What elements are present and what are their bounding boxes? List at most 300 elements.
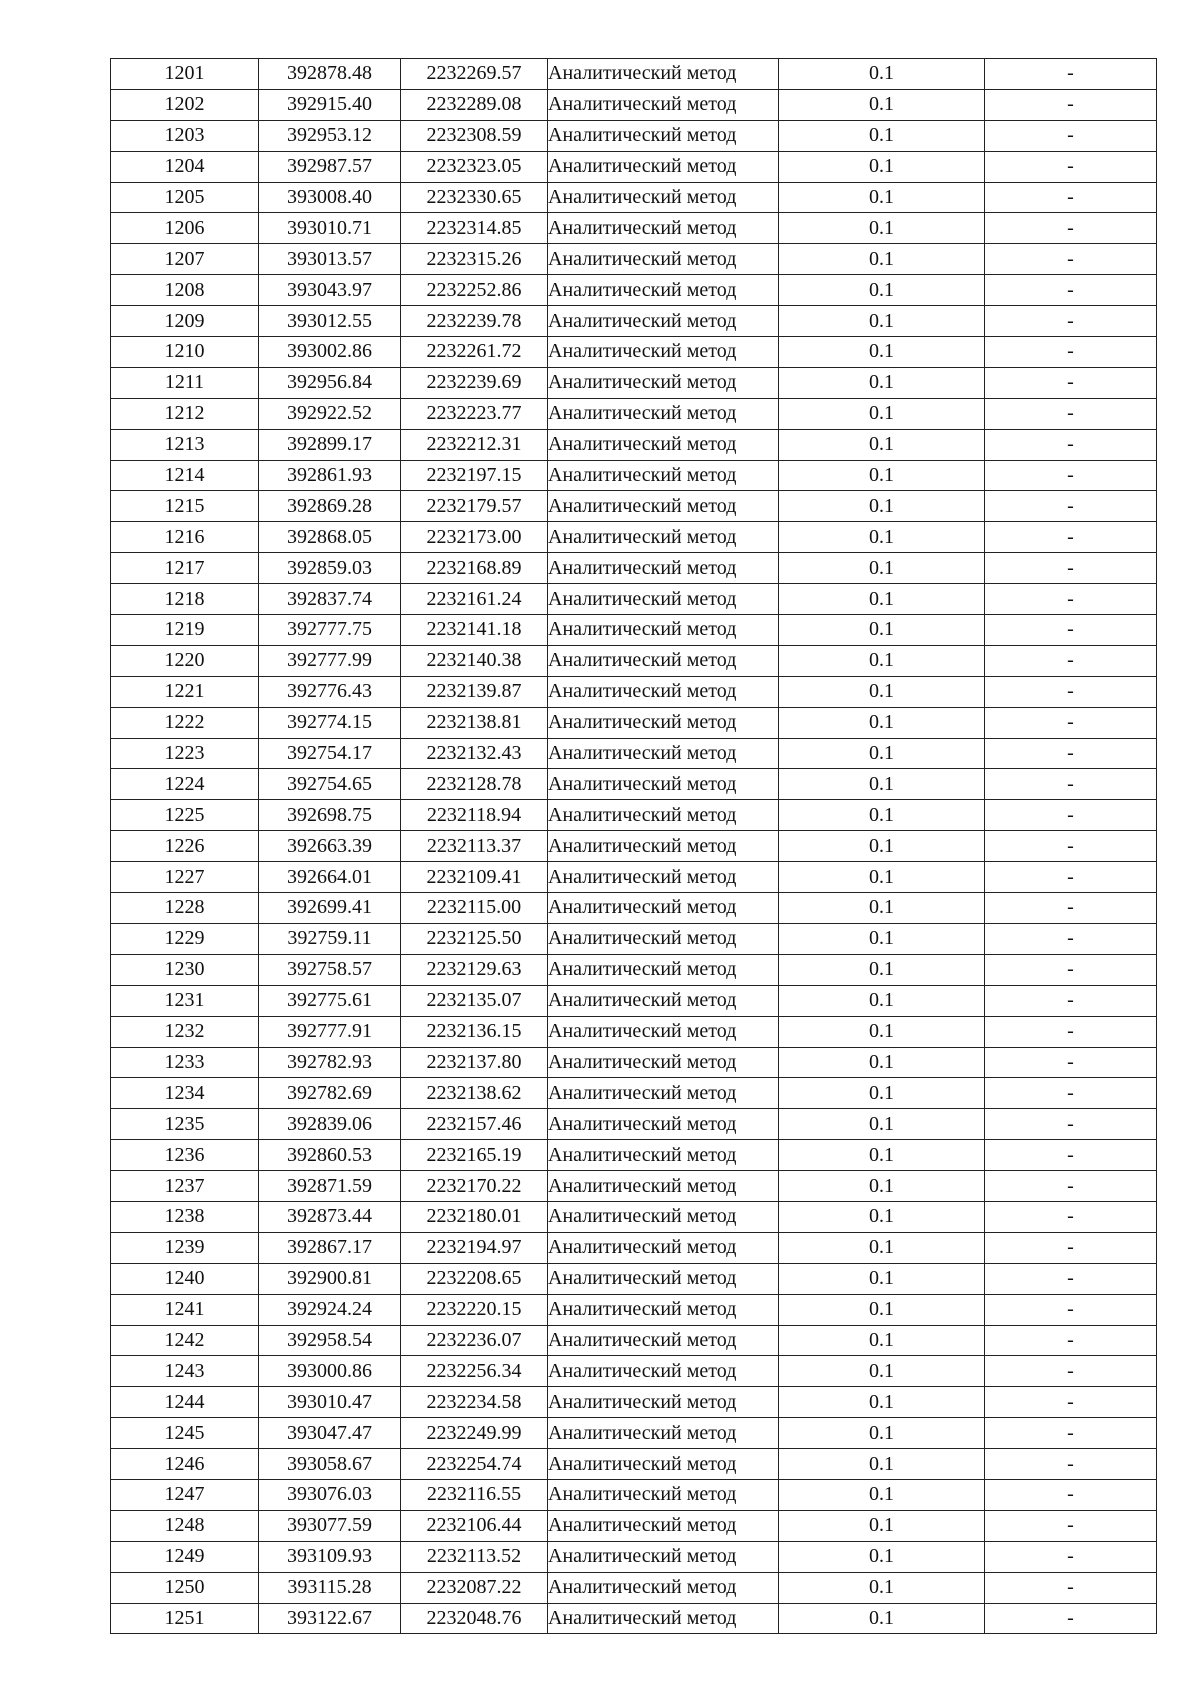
method-cell: Аналитический метод xyxy=(548,769,779,800)
y-coordinate-cell: 2232106.44 xyxy=(401,1510,548,1541)
precision-cell: 0.1 xyxy=(779,1140,985,1171)
precision-cell: 0.1 xyxy=(779,275,985,306)
x-coordinate-cell: 392837.74 xyxy=(259,584,401,615)
precision-cell: 0.1 xyxy=(779,800,985,831)
y-coordinate-cell: 2232194.97 xyxy=(401,1232,548,1263)
point-number-cell: 1242 xyxy=(111,1325,259,1356)
x-coordinate-cell: 393000.86 xyxy=(259,1356,401,1387)
precision-cell: 0.1 xyxy=(779,985,985,1016)
y-coordinate-cell: 2232315.26 xyxy=(401,244,548,275)
method-cell: Аналитический метод xyxy=(548,460,779,491)
table-row xyxy=(111,584,1157,615)
table-row xyxy=(111,738,1157,769)
point-number-cell: 1216 xyxy=(111,522,259,553)
precision-cell: 0.1 xyxy=(779,213,985,244)
x-coordinate-cell: 393076.03 xyxy=(259,1479,401,1510)
description-cell: - xyxy=(985,584,1157,615)
precision-cell: 0.1 xyxy=(779,120,985,151)
description-cell: - xyxy=(985,1140,1157,1171)
point-number-cell: 1247 xyxy=(111,1479,259,1510)
description-cell: - xyxy=(985,1449,1157,1480)
precision-cell: 0.1 xyxy=(779,1047,985,1078)
y-coordinate-cell: 2232116.55 xyxy=(401,1479,548,1510)
description-cell: - xyxy=(985,923,1157,954)
table-row xyxy=(111,800,1157,831)
x-coordinate-cell: 393077.59 xyxy=(259,1510,401,1541)
description-cell: - xyxy=(985,1171,1157,1202)
description-cell: - xyxy=(985,151,1157,182)
y-coordinate-cell: 2232165.19 xyxy=(401,1140,548,1171)
x-coordinate-cell: 392868.05 xyxy=(259,522,401,553)
x-coordinate-cell: 393043.97 xyxy=(259,275,401,306)
precision-cell: 0.1 xyxy=(779,182,985,213)
precision-cell: 0.1 xyxy=(779,1171,985,1202)
y-coordinate-cell: 2232170.22 xyxy=(401,1171,548,1202)
method-cell: Аналитический метод xyxy=(548,1510,779,1541)
description-cell: - xyxy=(985,1541,1157,1572)
description-cell: - xyxy=(985,645,1157,676)
method-cell: Аналитический метод xyxy=(548,645,779,676)
precision-cell: 0.1 xyxy=(779,89,985,120)
x-coordinate-cell: 393008.40 xyxy=(259,182,401,213)
x-coordinate-cell: 392915.40 xyxy=(259,89,401,120)
x-coordinate-cell: 392754.17 xyxy=(259,738,401,769)
precision-cell: 0.1 xyxy=(779,923,985,954)
point-number-cell: 1205 xyxy=(111,182,259,213)
precision-cell: 0.1 xyxy=(779,707,985,738)
y-coordinate-cell: 2232212.31 xyxy=(401,429,548,460)
table-row xyxy=(111,1232,1157,1263)
x-coordinate-cell: 392699.41 xyxy=(259,893,401,924)
table-row xyxy=(111,645,1157,676)
table-row xyxy=(111,1078,1157,1109)
method-cell: Аналитический метод xyxy=(548,522,779,553)
description-cell: - xyxy=(985,306,1157,337)
description-cell: - xyxy=(985,1109,1157,1140)
point-number-cell: 1207 xyxy=(111,244,259,275)
method-cell: Аналитический метод xyxy=(548,151,779,182)
point-number-cell: 1236 xyxy=(111,1140,259,1171)
table-row xyxy=(111,862,1157,893)
method-cell: Аналитический метод xyxy=(548,553,779,584)
x-coordinate-cell: 392953.12 xyxy=(259,120,401,151)
method-cell: Аналитический метод xyxy=(548,738,779,769)
description-cell: - xyxy=(985,244,1157,275)
precision-cell: 0.1 xyxy=(779,1387,985,1418)
description-cell: - xyxy=(985,120,1157,151)
method-cell: Аналитический метод xyxy=(548,275,779,306)
precision-cell: 0.1 xyxy=(779,1541,985,1572)
description-cell: - xyxy=(985,676,1157,707)
description-cell: - xyxy=(985,398,1157,429)
x-coordinate-cell: 392775.61 xyxy=(259,985,401,1016)
method-cell: Аналитический метод xyxy=(548,398,779,429)
precision-cell: 0.1 xyxy=(779,1263,985,1294)
y-coordinate-cell: 2232180.01 xyxy=(401,1201,548,1232)
precision-cell: 0.1 xyxy=(779,491,985,522)
y-coordinate-cell: 2232239.69 xyxy=(401,367,548,398)
precision-cell: 0.1 xyxy=(779,1572,985,1603)
description-cell: - xyxy=(985,553,1157,584)
precision-cell: 0.1 xyxy=(779,59,985,90)
method-cell: Аналитический метод xyxy=(548,1140,779,1171)
point-number-cell: 1250 xyxy=(111,1572,259,1603)
point-number-cell: 1245 xyxy=(111,1418,259,1449)
y-coordinate-cell: 2232138.62 xyxy=(401,1078,548,1109)
method-cell: Аналитический метод xyxy=(548,306,779,337)
point-number-cell: 1206 xyxy=(111,213,259,244)
description-cell: - xyxy=(985,707,1157,738)
method-cell: Аналитический метод xyxy=(548,1109,779,1140)
table-row xyxy=(111,1016,1157,1047)
y-coordinate-cell: 2232220.15 xyxy=(401,1294,548,1325)
point-number-cell: 1232 xyxy=(111,1016,259,1047)
point-number-cell: 1225 xyxy=(111,800,259,831)
x-coordinate-cell: 392774.15 xyxy=(259,707,401,738)
precision-cell: 0.1 xyxy=(779,1078,985,1109)
table-row xyxy=(111,59,1157,90)
table-row xyxy=(111,491,1157,522)
x-coordinate-cell: 392782.93 xyxy=(259,1047,401,1078)
method-cell: Аналитический метод xyxy=(548,831,779,862)
table-row xyxy=(111,831,1157,862)
x-coordinate-cell: 392861.93 xyxy=(259,460,401,491)
table-row xyxy=(111,1047,1157,1078)
description-cell: - xyxy=(985,1047,1157,1078)
method-cell: Аналитический метод xyxy=(548,1201,779,1232)
y-coordinate-cell: 2232087.22 xyxy=(401,1572,548,1603)
table-row xyxy=(111,923,1157,954)
point-number-cell: 1234 xyxy=(111,1078,259,1109)
x-coordinate-cell: 392922.52 xyxy=(259,398,401,429)
point-number-cell: 1231 xyxy=(111,985,259,1016)
precision-cell: 0.1 xyxy=(779,862,985,893)
x-coordinate-cell: 393109.93 xyxy=(259,1541,401,1572)
method-cell: Аналитический метод xyxy=(548,800,779,831)
point-number-cell: 1238 xyxy=(111,1201,259,1232)
method-cell: Аналитический метод xyxy=(548,893,779,924)
x-coordinate-cell: 392776.43 xyxy=(259,676,401,707)
description-cell: - xyxy=(985,831,1157,862)
x-coordinate-cell: 392900.81 xyxy=(259,1263,401,1294)
y-coordinate-cell: 2232236.07 xyxy=(401,1325,548,1356)
table-row xyxy=(111,1387,1157,1418)
table-row xyxy=(111,1510,1157,1541)
x-coordinate-cell: 392956.84 xyxy=(259,367,401,398)
x-coordinate-cell: 392777.99 xyxy=(259,645,401,676)
y-coordinate-cell: 2232115.00 xyxy=(401,893,548,924)
precision-cell: 0.1 xyxy=(779,553,985,584)
x-coordinate-cell: 393010.71 xyxy=(259,213,401,244)
table-row xyxy=(111,398,1157,429)
point-number-cell: 1237 xyxy=(111,1171,259,1202)
description-cell: - xyxy=(985,337,1157,368)
table-row xyxy=(111,182,1157,213)
point-number-cell: 1212 xyxy=(111,398,259,429)
table-row xyxy=(111,1201,1157,1232)
description-cell: - xyxy=(985,275,1157,306)
coordinates-table xyxy=(110,58,1157,1634)
point-number-cell: 1240 xyxy=(111,1263,259,1294)
description-cell: - xyxy=(985,1294,1157,1325)
description-cell: - xyxy=(985,1479,1157,1510)
table-row xyxy=(111,1449,1157,1480)
y-coordinate-cell: 2232139.87 xyxy=(401,676,548,707)
x-coordinate-cell: 392878.48 xyxy=(259,59,401,90)
x-coordinate-cell: 392869.28 xyxy=(259,491,401,522)
y-coordinate-cell: 2232113.52 xyxy=(401,1541,548,1572)
table-row xyxy=(111,1479,1157,1510)
method-cell: Аналитический метод xyxy=(548,244,779,275)
method-cell: Аналитический метод xyxy=(548,182,779,213)
precision-cell: 0.1 xyxy=(779,429,985,460)
x-coordinate-cell: 392871.59 xyxy=(259,1171,401,1202)
table-row xyxy=(111,244,1157,275)
point-number-cell: 1215 xyxy=(111,491,259,522)
y-coordinate-cell: 2232289.08 xyxy=(401,89,548,120)
precision-cell: 0.1 xyxy=(779,1418,985,1449)
method-cell: Аналитический метод xyxy=(548,676,779,707)
point-number-cell: 1226 xyxy=(111,831,259,862)
description-cell: - xyxy=(985,800,1157,831)
x-coordinate-cell: 393122.67 xyxy=(259,1603,401,1634)
description-cell: - xyxy=(985,1078,1157,1109)
method-cell: Аналитический метод xyxy=(548,1572,779,1603)
precision-cell: 0.1 xyxy=(779,893,985,924)
method-cell: Аналитический метод xyxy=(548,923,779,954)
table-row xyxy=(111,1294,1157,1325)
precision-cell: 0.1 xyxy=(779,1479,985,1510)
point-number-cell: 1235 xyxy=(111,1109,259,1140)
y-coordinate-cell: 2232239.78 xyxy=(401,306,548,337)
x-coordinate-cell: 393047.47 xyxy=(259,1418,401,1449)
description-cell: - xyxy=(985,182,1157,213)
x-coordinate-cell: 393002.86 xyxy=(259,337,401,368)
point-number-cell: 1221 xyxy=(111,676,259,707)
x-coordinate-cell: 393115.28 xyxy=(259,1572,401,1603)
x-coordinate-cell: 393010.47 xyxy=(259,1387,401,1418)
point-number-cell: 1251 xyxy=(111,1603,259,1634)
table-row xyxy=(111,1356,1157,1387)
precision-cell: 0.1 xyxy=(779,522,985,553)
precision-cell: 0.1 xyxy=(779,337,985,368)
method-cell: Аналитический метод xyxy=(548,615,779,646)
x-coordinate-cell: 392758.57 xyxy=(259,954,401,985)
table-row xyxy=(111,1171,1157,1202)
y-coordinate-cell: 2232249.99 xyxy=(401,1418,548,1449)
table-row xyxy=(111,769,1157,800)
method-cell: Аналитический метод xyxy=(548,1232,779,1263)
y-coordinate-cell: 2232223.77 xyxy=(401,398,548,429)
point-number-cell: 1211 xyxy=(111,367,259,398)
point-number-cell: 1208 xyxy=(111,275,259,306)
table-row xyxy=(111,707,1157,738)
y-coordinate-cell: 2232252.86 xyxy=(401,275,548,306)
point-number-cell: 1209 xyxy=(111,306,259,337)
table-row xyxy=(111,1603,1157,1634)
y-coordinate-cell: 2232234.58 xyxy=(401,1387,548,1418)
precision-cell: 0.1 xyxy=(779,1510,985,1541)
precision-cell: 0.1 xyxy=(779,1294,985,1325)
description-cell: - xyxy=(985,367,1157,398)
x-coordinate-cell: 392860.53 xyxy=(259,1140,401,1171)
method-cell: Аналитический метод xyxy=(548,862,779,893)
y-coordinate-cell: 2232157.46 xyxy=(401,1109,548,1140)
y-coordinate-cell: 2232140.38 xyxy=(401,645,548,676)
precision-cell: 0.1 xyxy=(779,584,985,615)
x-coordinate-cell: 392839.06 xyxy=(259,1109,401,1140)
table-body xyxy=(111,59,1157,1634)
x-coordinate-cell: 392987.57 xyxy=(259,151,401,182)
method-cell: Аналитический метод xyxy=(548,1479,779,1510)
table-row xyxy=(111,522,1157,553)
point-number-cell: 1204 xyxy=(111,151,259,182)
method-cell: Аналитический метод xyxy=(548,1356,779,1387)
y-coordinate-cell: 2232125.50 xyxy=(401,923,548,954)
table-row xyxy=(111,213,1157,244)
point-number-cell: 1214 xyxy=(111,460,259,491)
precision-cell: 0.1 xyxy=(779,1109,985,1140)
method-cell: Аналитический метод xyxy=(548,429,779,460)
method-cell: Аналитический метод xyxy=(548,491,779,522)
y-coordinate-cell: 2232138.81 xyxy=(401,707,548,738)
point-number-cell: 1241 xyxy=(111,1294,259,1325)
table-row xyxy=(111,151,1157,182)
point-number-cell: 1230 xyxy=(111,954,259,985)
x-coordinate-cell: 392867.17 xyxy=(259,1232,401,1263)
description-cell: - xyxy=(985,89,1157,120)
table-row xyxy=(111,367,1157,398)
description-cell: - xyxy=(985,1603,1157,1634)
precision-cell: 0.1 xyxy=(779,244,985,275)
y-coordinate-cell: 2232135.07 xyxy=(401,985,548,1016)
method-cell: Аналитический метод xyxy=(548,1016,779,1047)
method-cell: Аналитический метод xyxy=(548,584,779,615)
table-row xyxy=(111,1325,1157,1356)
method-cell: Аналитический метод xyxy=(548,89,779,120)
precision-cell: 0.1 xyxy=(779,1356,985,1387)
table-row xyxy=(111,1541,1157,1572)
precision-cell: 0.1 xyxy=(779,645,985,676)
precision-cell: 0.1 xyxy=(779,738,985,769)
method-cell: Аналитический метод xyxy=(548,707,779,738)
method-cell: Аналитический метод xyxy=(548,985,779,1016)
precision-cell: 0.1 xyxy=(779,831,985,862)
description-cell: - xyxy=(985,1263,1157,1294)
table-row xyxy=(111,306,1157,337)
y-coordinate-cell: 2232323.05 xyxy=(401,151,548,182)
y-coordinate-cell: 2232330.65 xyxy=(401,182,548,213)
precision-cell: 0.1 xyxy=(779,367,985,398)
table-row xyxy=(111,89,1157,120)
method-cell: Аналитический метод xyxy=(548,1294,779,1325)
x-coordinate-cell: 392754.65 xyxy=(259,769,401,800)
precision-cell: 0.1 xyxy=(779,954,985,985)
description-cell: - xyxy=(985,213,1157,244)
method-cell: Аналитический метод xyxy=(548,213,779,244)
description-cell: - xyxy=(985,460,1157,491)
y-coordinate-cell: 2232136.15 xyxy=(401,1016,548,1047)
x-coordinate-cell: 392873.44 xyxy=(259,1201,401,1232)
y-coordinate-cell: 2232137.80 xyxy=(401,1047,548,1078)
description-cell: - xyxy=(985,893,1157,924)
x-coordinate-cell: 393058.67 xyxy=(259,1449,401,1480)
precision-cell: 0.1 xyxy=(779,1449,985,1480)
point-number-cell: 1220 xyxy=(111,645,259,676)
table-row xyxy=(111,1109,1157,1140)
point-number-cell: 1213 xyxy=(111,429,259,460)
method-cell: Аналитический метод xyxy=(548,1078,779,1109)
description-cell: - xyxy=(985,1201,1157,1232)
y-coordinate-cell: 2232048.76 xyxy=(401,1603,548,1634)
method-cell: Аналитический метод xyxy=(548,367,779,398)
description-cell: - xyxy=(985,491,1157,522)
table-row xyxy=(111,1140,1157,1171)
y-coordinate-cell: 2232128.78 xyxy=(401,769,548,800)
x-coordinate-cell: 392782.69 xyxy=(259,1078,401,1109)
table-row xyxy=(111,893,1157,924)
x-coordinate-cell: 392664.01 xyxy=(259,862,401,893)
precision-cell: 0.1 xyxy=(779,306,985,337)
description-cell: - xyxy=(985,615,1157,646)
table-row xyxy=(111,553,1157,584)
description-cell: - xyxy=(985,1325,1157,1356)
point-number-cell: 1219 xyxy=(111,615,259,646)
description-cell: - xyxy=(985,954,1157,985)
point-number-cell: 1249 xyxy=(111,1541,259,1572)
table-row xyxy=(111,1263,1157,1294)
precision-cell: 0.1 xyxy=(779,151,985,182)
table-row xyxy=(111,676,1157,707)
precision-cell: 0.1 xyxy=(779,676,985,707)
y-coordinate-cell: 2232179.57 xyxy=(401,491,548,522)
description-cell: - xyxy=(985,738,1157,769)
table-row xyxy=(111,1418,1157,1449)
x-coordinate-cell: 392663.39 xyxy=(259,831,401,862)
table-row xyxy=(111,460,1157,491)
point-number-cell: 1229 xyxy=(111,923,259,954)
y-coordinate-cell: 2232113.37 xyxy=(401,831,548,862)
point-number-cell: 1222 xyxy=(111,707,259,738)
x-coordinate-cell: 393013.57 xyxy=(259,244,401,275)
point-number-cell: 1244 xyxy=(111,1387,259,1418)
method-cell: Аналитический метод xyxy=(548,1047,779,1078)
point-number-cell: 1202 xyxy=(111,89,259,120)
x-coordinate-cell: 392698.75 xyxy=(259,800,401,831)
precision-cell: 0.1 xyxy=(779,1201,985,1232)
method-cell: Аналитический метод xyxy=(548,59,779,90)
y-coordinate-cell: 2232168.89 xyxy=(401,553,548,584)
point-number-cell: 1228 xyxy=(111,893,259,924)
description-cell: - xyxy=(985,769,1157,800)
method-cell: Аналитический метод xyxy=(548,954,779,985)
x-coordinate-cell: 392958.54 xyxy=(259,1325,401,1356)
y-coordinate-cell: 2232269.57 xyxy=(401,59,548,90)
method-cell: Аналитический метод xyxy=(548,1171,779,1202)
description-cell: - xyxy=(985,1016,1157,1047)
table-row xyxy=(111,337,1157,368)
x-coordinate-cell: 393012.55 xyxy=(259,306,401,337)
precision-cell: 0.1 xyxy=(779,398,985,429)
point-number-cell: 1239 xyxy=(111,1232,259,1263)
method-cell: Аналитический метод xyxy=(548,1418,779,1449)
y-coordinate-cell: 2232129.63 xyxy=(401,954,548,985)
description-cell: - xyxy=(985,985,1157,1016)
point-number-cell: 1227 xyxy=(111,862,259,893)
table-row xyxy=(111,275,1157,306)
method-cell: Аналитический метод xyxy=(548,1541,779,1572)
point-number-cell: 1233 xyxy=(111,1047,259,1078)
